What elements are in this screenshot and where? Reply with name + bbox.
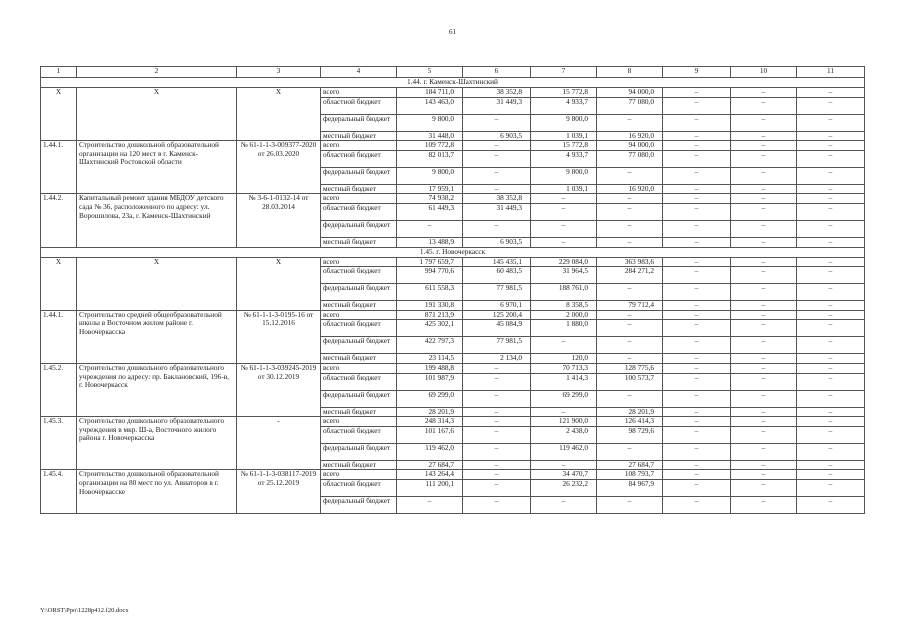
item-number: 1.44.1. (41, 141, 77, 194)
table-row (41, 88, 865, 98)
amount-cell: – (663, 167, 731, 184)
amount-cell: 126 414,3 (597, 417, 663, 427)
amount-cell: 31 964,5 (531, 267, 597, 284)
amount-cell: – (731, 337, 797, 354)
amount-cell: 38 352,8 (463, 194, 531, 204)
amount-cell: – (397, 220, 463, 237)
amount-cell: – (531, 460, 597, 470)
amount-cell: – (731, 237, 797, 247)
funding-source: областной бюджет (321, 479, 397, 496)
amount-cell: 425 302,1 (397, 320, 463, 337)
amount-cell: – (797, 354, 865, 364)
column-number-header: 6 (463, 67, 531, 78)
amount-cell: – (663, 390, 731, 407)
amount-cell: 611 558,3 (397, 284, 463, 301)
item-name: Капитальный ремонт здания МБДОУ детского сада № 36, расположенного по адресу: ул. Ворошилова, 23а, г. Каменск-Шахтинский (77, 194, 237, 247)
amount-cell: – (597, 167, 663, 184)
amount-cell: – (463, 390, 531, 407)
amount-cell: 15 772,8 (531, 141, 597, 151)
project-document: X (237, 257, 321, 310)
funding-source: всего (321, 363, 397, 373)
amount-cell: 34 470,7 (531, 470, 597, 480)
amount-cell: – (731, 220, 797, 237)
amount-cell: – (731, 167, 797, 184)
amount-cell: – (797, 479, 865, 496)
amount-cell: – (663, 88, 731, 98)
amount-cell: – (463, 114, 531, 131)
amount-cell: – (797, 194, 865, 204)
column-number-header: 1 (41, 67, 77, 78)
project-document: X (237, 88, 321, 141)
amount-cell: 1 880,0 (531, 320, 597, 337)
amount-cell: – (797, 97, 865, 114)
amount-cell: – (597, 114, 663, 131)
amount-cell: – (463, 417, 531, 427)
funding-source: областной бюджет (321, 97, 397, 114)
amount-cell: 143 463,0 (397, 97, 463, 114)
amount-cell: – (663, 220, 731, 237)
amount-cell: – (797, 114, 865, 131)
amount-cell: 101 987,9 (397, 373, 463, 390)
amount-cell: – (731, 88, 797, 98)
funding-source: всего (321, 310, 397, 320)
amount-cell: – (731, 301, 797, 311)
page-number: 61 (449, 28, 456, 36)
funding-source: федеральный бюджет (321, 220, 397, 237)
amount-cell: – (663, 363, 731, 373)
amount-cell: – (797, 320, 865, 337)
amount-cell: – (663, 97, 731, 114)
amount-cell: – (597, 284, 663, 301)
funding-source: местный бюджет (321, 131, 397, 141)
amount-cell: 100 573,7 (597, 373, 663, 390)
amount-cell: – (731, 194, 797, 204)
amount-cell: 1 414,3 (531, 373, 597, 390)
amount-cell: – (663, 443, 731, 460)
item-name: X (77, 88, 237, 141)
amount-cell: – (597, 310, 663, 320)
amount-cell: 77 981,5 (463, 284, 531, 301)
funding-source: всего (321, 417, 397, 427)
amount-cell: – (731, 141, 797, 151)
amount-cell: – (731, 97, 797, 114)
amount-cell: – (731, 390, 797, 407)
amount-cell: – (463, 141, 531, 151)
amount-cell: – (531, 220, 597, 237)
amount-cell: – (731, 443, 797, 460)
amount-cell: 17 959,1 (397, 184, 463, 194)
funding-source: федеральный бюджет (321, 114, 397, 131)
amount-cell: 4 933,7 (531, 97, 597, 114)
amount-cell: – (663, 479, 731, 496)
funding-source: местный бюджет (321, 460, 397, 470)
amount-cell: – (663, 131, 731, 141)
budget-table (40, 66, 865, 514)
amount-cell: – (797, 257, 865, 267)
amount-cell: 9 800,0 (397, 114, 463, 131)
amount-cell: – (531, 237, 597, 247)
header-row (41, 67, 865, 78)
funding-source: всего (321, 88, 397, 98)
amount-cell: – (731, 354, 797, 364)
amount-cell: – (797, 284, 865, 301)
funding-source: областной бюджет (321, 426, 397, 443)
amount-cell: 38 352,8 (463, 88, 531, 98)
amount-cell: – (463, 150, 531, 167)
item-number: 1.45.3. (41, 417, 77, 470)
amount-cell: – (731, 267, 797, 284)
amount-cell: – (663, 407, 731, 417)
amount-cell: 108 793,7 (597, 470, 663, 480)
project-document: № 61-1-1-3-009377-2020 от 26.03.2020 (237, 141, 321, 194)
amount-cell: 15 772,8 (531, 88, 597, 98)
amount-cell: – (463, 496, 531, 513)
amount-cell: 111 200,1 (397, 479, 463, 496)
amount-cell: – (797, 88, 865, 98)
amount-cell: – (797, 337, 865, 354)
section-title: 1.44. г. Каменск-Шахтинский (41, 78, 865, 88)
amount-cell: 125 200,4 (463, 310, 531, 320)
amount-cell: – (597, 320, 663, 337)
funding-source: местный бюджет (321, 354, 397, 364)
amount-cell: – (463, 470, 531, 480)
amount-cell: – (531, 407, 597, 417)
amount-cell: 77 080,0 (597, 97, 663, 114)
amount-cell: – (463, 460, 531, 470)
item-name: Строительство дошкольного образовательного учреждения по адресу: пр. Баклановский, 196-в, г. Новочеркасск (77, 363, 237, 416)
amount-cell: – (597, 220, 663, 237)
column-number-header: 2 (77, 67, 237, 78)
amount-cell: – (463, 363, 531, 373)
funding-source: местный бюджет (321, 301, 397, 311)
amount-cell: – (663, 194, 731, 204)
amount-cell: 994 770,6 (397, 267, 463, 284)
funding-source: всего (321, 194, 397, 204)
column-number-header: 7 (531, 67, 597, 78)
funding-source: местный бюджет (321, 237, 397, 247)
column-number-header: 9 (663, 67, 731, 78)
amount-cell: 16 920,0 (597, 131, 663, 141)
amount-cell: 26 232,2 (531, 479, 597, 496)
amount-cell: 23 114,5 (397, 354, 463, 364)
item-name: Строительство дошкольной образовательной организации на 120 мест в г. Каменск-Шахтинский Ростовской области (77, 141, 237, 194)
amount-cell: – (731, 496, 797, 513)
amount-cell: 109 772,8 (397, 141, 463, 151)
item-number: 1.45.2. (41, 363, 77, 416)
amount-cell: – (797, 407, 865, 417)
amount-cell: – (797, 460, 865, 470)
funding-source: областной бюджет (321, 373, 397, 390)
amount-cell: 143 264,4 (397, 470, 463, 480)
funding-source: всего (321, 470, 397, 480)
amount-cell: – (731, 150, 797, 167)
amount-cell: 1 039,1 (531, 131, 597, 141)
amount-cell: 2 000,0 (531, 310, 597, 320)
column-number-header: 10 (731, 67, 797, 78)
amount-cell: – (731, 320, 797, 337)
amount-cell: – (731, 363, 797, 373)
amount-cell: 284 271,2 (597, 267, 663, 284)
amount-cell: 6 903,5 (463, 131, 531, 141)
funding-source: областной бюджет (321, 267, 397, 284)
project-document: № 61-1-1-3-0195-16 от 15.12.2016 (237, 310, 321, 363)
amount-cell: – (797, 301, 865, 311)
item-number: X (41, 257, 77, 310)
item-name: Строительство дошкольной образовательной организации на 80 мест по ул. Авиаторов в г. Новочеркасске (77, 470, 237, 514)
amount-cell: – (797, 417, 865, 427)
amount-cell: 74 938,2 (397, 194, 463, 204)
amount-cell: 128 775,6 (597, 363, 663, 373)
table-row (41, 470, 865, 480)
amount-cell: – (731, 417, 797, 427)
column-number-header: 11 (797, 67, 865, 78)
amount-cell: – (731, 257, 797, 267)
amount-cell: 871 213,9 (397, 310, 463, 320)
amount-cell: 94 000,0 (597, 141, 663, 151)
funding-source: областной бюджет (321, 203, 397, 220)
amount-cell: – (797, 167, 865, 184)
table-row (41, 194, 865, 204)
amount-cell: – (463, 373, 531, 390)
amount-cell: – (731, 426, 797, 443)
amount-cell: – (663, 184, 731, 194)
section-title-row (41, 247, 865, 257)
amount-cell: – (797, 443, 865, 460)
amount-cell: – (663, 284, 731, 301)
section-title-row (41, 78, 865, 88)
amount-cell: 191 330,8 (397, 301, 463, 311)
amount-cell: – (731, 460, 797, 470)
amount-cell: 31 449,3 (463, 203, 531, 220)
funding-source: федеральный бюджет (321, 496, 397, 513)
amount-cell: 2 438,0 (531, 426, 597, 443)
amount-cell: – (397, 496, 463, 513)
amount-cell: 9 800,0 (531, 167, 597, 184)
amount-cell: – (731, 203, 797, 220)
column-number-header: 3 (237, 67, 321, 78)
amount-cell: 4 933,7 (531, 150, 597, 167)
amount-cell: – (463, 426, 531, 443)
amount-cell: 1 039,1 (531, 184, 597, 194)
amount-cell: – (731, 131, 797, 141)
amount-cell: 121 900,0 (531, 417, 597, 427)
funding-source: всего (321, 257, 397, 267)
amount-cell: 79 712,4 (597, 301, 663, 311)
item-number: 1.44.1. (41, 310, 77, 363)
amount-cell: 27 684,7 (597, 460, 663, 470)
amount-cell: – (531, 203, 597, 220)
item-number: 1.45.4. (41, 470, 77, 514)
amount-cell: – (797, 141, 865, 151)
amount-cell: 84 967,9 (597, 479, 663, 496)
amount-cell: – (663, 496, 731, 513)
table-row (41, 310, 865, 320)
amount-cell: 2 134,0 (463, 354, 531, 364)
amount-cell: 69 299,0 (531, 390, 597, 407)
amount-cell: – (797, 470, 865, 480)
amount-cell: 61 449,3 (397, 203, 463, 220)
amount-cell: – (731, 310, 797, 320)
amount-cell: 45 084,9 (463, 320, 531, 337)
amount-cell: – (797, 426, 865, 443)
amount-cell: – (731, 373, 797, 390)
amount-cell: 9 800,0 (397, 167, 463, 184)
funding-source: областной бюджет (321, 320, 397, 337)
amount-cell: – (663, 301, 731, 311)
amount-cell: – (797, 390, 865, 407)
amount-cell: 69 299,0 (397, 390, 463, 407)
amount-cell: 28 201,9 (597, 407, 663, 417)
amount-cell: – (663, 426, 731, 443)
amount-cell: 422 797,3 (397, 337, 463, 354)
amount-cell: – (797, 267, 865, 284)
amount-cell: – (731, 284, 797, 301)
amount-cell: – (797, 184, 865, 194)
amount-cell: – (663, 320, 731, 337)
project-document: № 3-6-1-0132-14 от 28.03.2014 (237, 194, 321, 247)
amount-cell: 98 729,6 (597, 426, 663, 443)
amount-cell: 70 713,3 (531, 363, 597, 373)
funding-source: федеральный бюджет (321, 443, 397, 460)
item-number: 1.44.2. (41, 194, 77, 247)
amount-cell: 145 435,1 (463, 257, 531, 267)
amount-cell: – (663, 417, 731, 427)
amount-cell: 60 483,5 (463, 267, 531, 284)
funding-source: областной бюджет (321, 150, 397, 167)
project-document: - (237, 417, 321, 470)
amount-cell: – (663, 237, 731, 247)
amount-cell: 8 358,5 (531, 301, 597, 311)
amount-cell: – (597, 203, 663, 220)
amount-cell: – (663, 310, 731, 320)
amount-cell: 77 080,0 (597, 150, 663, 167)
item-name: Строительство дошкольного образовательного учреждения в мкр. Ш-а, Восточного жилого района г. Новочеркасска (77, 417, 237, 470)
amount-cell: – (663, 267, 731, 284)
amount-cell: 188 761,0 (531, 284, 597, 301)
amount-cell: – (797, 220, 865, 237)
amount-cell: 77 981,5 (463, 337, 531, 354)
section-title: 1.45. г. Новочеркасск (41, 247, 865, 257)
amount-cell: – (663, 373, 731, 390)
amount-cell: – (463, 167, 531, 184)
table-row (41, 363, 865, 373)
amount-cell: 248 314,3 (397, 417, 463, 427)
amount-cell: – (731, 407, 797, 417)
amount-cell: – (797, 237, 865, 247)
funding-source: федеральный бюджет (321, 167, 397, 184)
amount-cell: 229 084,0 (531, 257, 597, 267)
amount-cell: – (797, 150, 865, 167)
amount-cell: – (663, 470, 731, 480)
amount-cell: – (663, 203, 731, 220)
amount-cell: – (597, 194, 663, 204)
funding-source: всего (321, 141, 397, 151)
amount-cell: 6 970,1 (463, 301, 531, 311)
amount-cell: 6 903,5 (463, 237, 531, 247)
table-row (41, 141, 865, 151)
amount-cell: 184 711,0 (397, 88, 463, 98)
amount-cell: – (663, 460, 731, 470)
amount-cell: 31 449,3 (463, 97, 531, 114)
amount-cell: 119 462,0 (531, 443, 597, 460)
amount-cell: – (531, 194, 597, 204)
funding-source: местный бюджет (321, 407, 397, 417)
amount-cell: 199 488,8 (397, 363, 463, 373)
amount-cell: – (597, 443, 663, 460)
table-row (41, 417, 865, 427)
amount-cell: 94 000,0 (597, 88, 663, 98)
amount-cell: 119 462,0 (397, 443, 463, 460)
amount-cell: – (597, 354, 663, 364)
funding-source: федеральный бюджет (321, 337, 397, 354)
column-number-header: 5 (397, 67, 463, 78)
amount-cell: – (797, 496, 865, 513)
amount-cell: – (463, 407, 531, 417)
amount-cell: – (797, 203, 865, 220)
amount-cell: 9 800,0 (531, 114, 597, 131)
amount-cell: – (663, 114, 731, 131)
amount-cell: – (463, 479, 531, 496)
amount-cell: – (731, 114, 797, 131)
column-number-header: 4 (321, 67, 397, 78)
amount-cell: – (797, 373, 865, 390)
funding-source: местный бюджет (321, 184, 397, 194)
funding-source: федеральный бюджет (321, 284, 397, 301)
table-row (41, 257, 865, 267)
amount-cell: 27 684,7 (397, 460, 463, 470)
amount-cell: 101 167,6 (397, 426, 463, 443)
amount-cell: 16 920,0 (597, 184, 663, 194)
project-document: № 61-1-1-3-038117-2019 от 25.12.2019 (237, 470, 321, 514)
amount-cell: – (797, 363, 865, 373)
amount-cell: – (463, 184, 531, 194)
item-number: X (41, 88, 77, 141)
amount-cell: – (597, 337, 663, 354)
amount-cell: 13 488,9 (397, 237, 463, 247)
amount-cell: – (531, 337, 597, 354)
amount-cell: – (597, 237, 663, 247)
amount-cell: – (663, 337, 731, 354)
amount-cell: – (597, 496, 663, 513)
amount-cell: – (663, 141, 731, 151)
column-number-header: 8 (597, 67, 663, 78)
amount-cell: 82 013,7 (397, 150, 463, 167)
amount-cell: – (731, 470, 797, 480)
amount-cell: – (731, 184, 797, 194)
amount-cell: – (463, 220, 531, 237)
item-name: Строительство средней общеобразовательной школы в Восточном жилом районе г. Новочеркасска (77, 310, 237, 363)
funding-source: федеральный бюджет (321, 390, 397, 407)
amount-cell: – (797, 310, 865, 320)
amount-cell: 363 983,6 (597, 257, 663, 267)
amount-cell: – (531, 496, 597, 513)
amount-cell: 28 201,9 (397, 407, 463, 417)
amount-cell: – (663, 354, 731, 364)
amount-cell: – (663, 150, 731, 167)
item-name: X (77, 257, 237, 310)
amount-cell: – (731, 479, 797, 496)
amount-cell: – (463, 443, 531, 460)
amount-cell: 31 448,0 (397, 131, 463, 141)
file-path-footer: Y:\ORST\Ppo\1228p412.f20.docx (40, 607, 129, 614)
amount-cell: – (663, 257, 731, 267)
amount-cell: 120,0 (531, 354, 597, 364)
amount-cell: – (597, 390, 663, 407)
amount-cell: – (797, 131, 865, 141)
project-document: № 61-1-1-3-039245-2019 от 30.12.2019 (237, 363, 321, 416)
amount-cell: 1 797 659,7 (397, 257, 463, 267)
